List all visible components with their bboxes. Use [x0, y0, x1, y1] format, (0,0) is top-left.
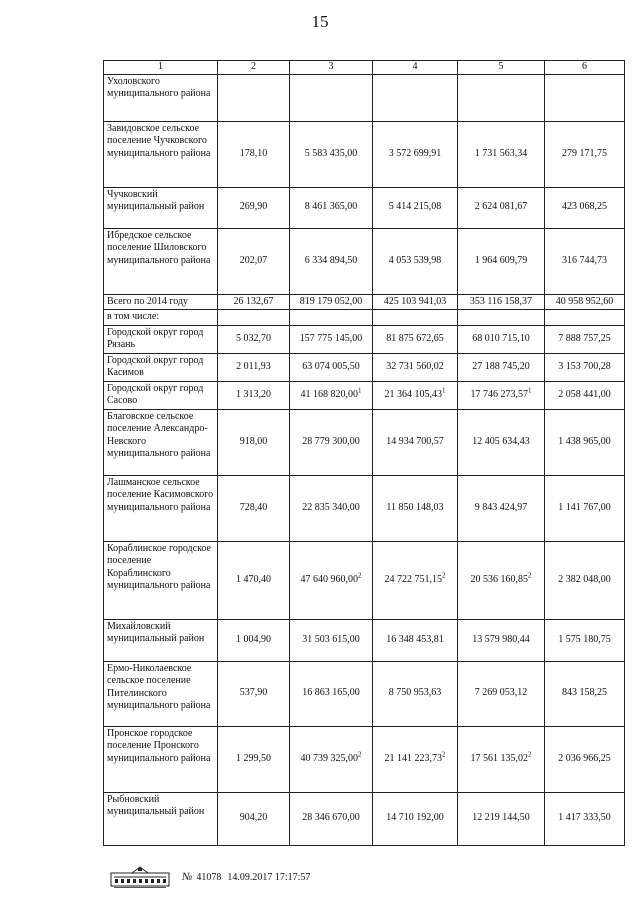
footnote-marker: 2 — [528, 750, 532, 759]
row-name-cell: Городской округ город Рязань — [104, 325, 218, 353]
cell-value: 1 417 333,50 — [558, 812, 611, 824]
header-cell: 2 — [218, 61, 290, 75]
value-cell — [218, 726, 290, 792]
value-cell — [458, 294, 545, 310]
value-cell — [373, 409, 458, 475]
cell-value: 20 536 160,85 — [470, 573, 528, 585]
cell-value: 13 579 980,44 — [472, 633, 530, 645]
cell-value: 1 004,90 — [236, 633, 271, 645]
value-cell — [218, 187, 290, 228]
value-cell — [545, 475, 625, 541]
row-name-cell: Кораблинское городское поселение Кораблинского муниципального района — [104, 541, 218, 619]
value-cell — [458, 228, 545, 294]
cell-value: 178,10 — [239, 147, 268, 159]
cell-value: 63 074 005,50 — [302, 360, 360, 372]
row-name-cell: Лашманское сельское поселение Касимовского муниципального района — [104, 475, 218, 541]
value-cell — [290, 228, 373, 294]
value-cell — [545, 325, 625, 353]
footer — [110, 865, 310, 889]
value-cell — [458, 310, 545, 326]
table-row — [104, 187, 625, 228]
cell-value: 8 750 953,63 — [388, 687, 442, 699]
cell-value: 40 958 952,60 — [555, 295, 614, 307]
table-row — [104, 409, 625, 475]
value-cell — [458, 619, 545, 661]
value-cell — [290, 409, 373, 475]
cell-value: 353 116 158,37 — [469, 295, 533, 307]
table-row — [104, 310, 625, 326]
value-cell — [218, 121, 290, 187]
header-cell: 5 — [458, 61, 545, 75]
value-cell — [290, 325, 373, 353]
value-cell — [290, 619, 373, 661]
cell-value: 7 888 757,25 — [558, 332, 611, 344]
cell-value: 5 032,70 — [236, 332, 271, 344]
table-row — [104, 74, 625, 121]
cell-value: 32 731 560,02 — [386, 360, 444, 372]
value-cell — [290, 74, 373, 121]
value-cell — [458, 792, 545, 845]
building-stamp-icon — [110, 865, 170, 889]
cell-value: 12 405 634,43 — [472, 435, 530, 447]
value-cell — [373, 541, 458, 619]
value-cell — [458, 187, 545, 228]
cell-value: 2 382 048,00 — [558, 573, 611, 585]
value-cell — [373, 228, 458, 294]
value-cell — [373, 726, 458, 792]
value-cell — [218, 325, 290, 353]
value-cell — [545, 541, 625, 619]
value-cell — [545, 661, 625, 726]
document-timestamp: 14.09.2017 17:17:57 — [227, 871, 311, 883]
cell-value: 423 068,25 — [562, 201, 607, 213]
cell-value: 16 863 165,00 — [302, 687, 360, 699]
value-cell — [373, 661, 458, 726]
header-cell: 6 — [545, 61, 625, 75]
row-name-cell: Чучковский муниципальный район — [104, 187, 218, 228]
footnote-marker: 2 — [528, 571, 532, 580]
row-name-cell: Завидовское сельское поселение Чучковского муниципального района — [104, 121, 218, 187]
cell-value: 3 572 699,91 — [388, 147, 442, 159]
row-name-cell: Пронское городское поселение Пронского муниципального района — [104, 726, 218, 792]
value-cell — [290, 541, 373, 619]
cell-value: 316 744,73 — [562, 254, 607, 266]
value-cell — [545, 310, 625, 326]
cell-value: 21 141 223,73 — [384, 752, 442, 764]
value-cell — [373, 381, 458, 409]
cell-value: 269,90 — [239, 201, 268, 213]
value-cell — [218, 792, 290, 845]
value-cell — [545, 121, 625, 187]
value-cell — [545, 619, 625, 661]
cell-value: 81 875 672,65 — [386, 332, 444, 344]
value-cell — [218, 541, 290, 619]
row-name-cell: Городской округ город Сасово — [104, 381, 218, 409]
cell-value: 68 010 715,10 — [472, 332, 530, 344]
value-cell — [545, 294, 625, 310]
value-cell — [373, 310, 458, 326]
cell-value: 3 153 700,28 — [558, 360, 611, 372]
table-row — [104, 121, 625, 187]
cell-value: 4 053 539,98 — [388, 254, 442, 266]
value-cell — [545, 228, 625, 294]
cell-value: 14 934 700,57 — [386, 435, 444, 447]
value-cell — [290, 792, 373, 845]
cell-value: 5 414 215,08 — [388, 201, 442, 213]
value-cell — [218, 294, 290, 310]
cell-value: 279 171,75 — [562, 147, 607, 159]
value-cell — [218, 619, 290, 661]
cell-value: 41 168 820,00 — [300, 388, 358, 400]
value-cell — [458, 121, 545, 187]
cell-value: 2 036 966,25 — [558, 752, 611, 764]
cell-value: 843 158,25 — [562, 687, 607, 699]
value-cell — [290, 726, 373, 792]
value-cell — [373, 74, 458, 121]
number-symbol: № — [182, 871, 193, 883]
page-number: 15 — [311, 12, 329, 31]
cell-value: 728,40 — [239, 501, 268, 513]
cell-value: 24 722 751,15 — [384, 573, 442, 585]
data-table — [103, 60, 625, 846]
value-cell — [218, 310, 290, 326]
value-cell — [218, 228, 290, 294]
value-cell — [373, 792, 458, 845]
value-cell — [458, 726, 545, 792]
value-cell — [373, 187, 458, 228]
cell-value: 5 583 435,00 — [304, 147, 358, 159]
cell-value: 47 640 960,00 — [300, 573, 358, 585]
cell-value: 1 313,20 — [236, 388, 271, 400]
value-cell — [545, 726, 625, 792]
cell-value: 157 775 145,00 — [299, 332, 363, 344]
value-cell — [373, 325, 458, 353]
value-cell — [218, 353, 290, 381]
value-cell — [290, 310, 373, 326]
table-row — [104, 541, 625, 619]
table-row — [104, 381, 625, 409]
cell-value: 2 011,93 — [236, 360, 271, 372]
cell-value: 202,07 — [239, 254, 268, 266]
value-cell — [290, 187, 373, 228]
value-cell — [290, 661, 373, 726]
document-number: 41078 — [196, 871, 222, 883]
value-cell — [290, 121, 373, 187]
cell-value: 2 058 441,00 — [558, 388, 611, 400]
footnote-marker: 1 — [358, 386, 362, 395]
value-cell — [290, 475, 373, 541]
table-row — [104, 294, 625, 310]
table-row — [104, 353, 625, 381]
cell-value: 6 334 894,50 — [304, 254, 358, 266]
value-cell — [545, 74, 625, 121]
cell-value: 1 964 609,79 — [474, 254, 528, 266]
cell-value: 537,90 — [239, 687, 268, 699]
row-name-cell: Михайловский муниципальный район — [104, 619, 218, 661]
cell-value: 9 843 424,97 — [474, 501, 528, 513]
cell-value: 26 132,67 — [233, 295, 274, 307]
table-row — [104, 475, 625, 541]
row-name-cell: Ибредское сельское поселение Шиловского муниципального района — [104, 228, 218, 294]
cell-value: 31 503 615,00 — [302, 633, 360, 645]
cell-value: 17 746 273,57 — [470, 388, 528, 400]
cell-value: 22 835 340,00 — [302, 501, 360, 513]
value-cell — [458, 541, 545, 619]
header-cell: 3 — [290, 61, 373, 75]
footnote-marker: 2 — [442, 750, 446, 759]
cell-value: 16 348 453,81 — [386, 633, 444, 645]
value-cell — [373, 475, 458, 541]
table-row — [104, 619, 625, 661]
value-cell — [545, 381, 625, 409]
cell-value: 27 188 745,20 — [472, 360, 530, 372]
table-row — [104, 228, 625, 294]
row-name-cell: Всего по 2014 году — [104, 294, 218, 310]
cell-value: 425 103 941,03 — [383, 295, 447, 307]
cell-value: 1 470,40 — [236, 573, 271, 585]
value-cell — [218, 661, 290, 726]
footnote-marker: 1 — [442, 386, 446, 395]
value-cell — [373, 619, 458, 661]
value-cell — [458, 475, 545, 541]
value-cell — [290, 381, 373, 409]
cell-value: 1 438 965,00 — [558, 435, 611, 447]
cell-value: 8 461 365,00 — [304, 201, 358, 213]
cell-value: 1 141 767,00 — [558, 501, 611, 513]
cell-value: 1 731 563,34 — [474, 147, 528, 159]
cell-value: 918,00 — [239, 435, 268, 447]
cell-value: 28 346 670,00 — [302, 812, 360, 824]
value-cell — [373, 294, 458, 310]
value-cell — [545, 409, 625, 475]
cell-value: 1 299,50 — [236, 752, 271, 764]
value-cell — [290, 294, 373, 310]
table-header-row — [104, 61, 625, 75]
footnote-marker: 2 — [358, 571, 362, 580]
value-cell — [458, 74, 545, 121]
cell-value: 11 850 148,03 — [386, 501, 444, 513]
cell-value: 904,20 — [239, 812, 268, 824]
value-cell — [458, 409, 545, 475]
value-cell — [545, 792, 625, 845]
cell-value: 12 219 144,50 — [472, 812, 530, 824]
value-cell — [545, 353, 625, 381]
footnote-marker: 2 — [442, 571, 446, 580]
value-cell — [458, 325, 545, 353]
value-cell — [458, 381, 545, 409]
table-row — [104, 726, 625, 792]
value-cell — [218, 475, 290, 541]
value-cell — [218, 381, 290, 409]
row-name-cell: в том числе: — [104, 310, 218, 326]
cell-value: 28 779 300,00 — [302, 435, 360, 447]
table-row — [104, 661, 625, 726]
cell-value: 2 624 081,67 — [474, 201, 528, 213]
value-cell — [458, 353, 545, 381]
table-row — [104, 792, 625, 845]
value-cell — [373, 353, 458, 381]
cell-value: 819 179 052,00 — [299, 295, 363, 307]
row-name-cell: Ухоловского муниципального района — [104, 74, 218, 121]
cell-value: 17 561 135,02 — [470, 752, 528, 764]
table-row — [104, 325, 625, 353]
cell-value: 21 364 105,43 — [384, 388, 442, 400]
row-name-cell: Ермо-Николаевское сельское поселение Пителинского муниципального района — [104, 661, 218, 726]
footnote-marker: 1 — [528, 386, 532, 395]
row-name-cell: Рыбновский муниципальный район — [104, 792, 218, 845]
value-cell — [373, 121, 458, 187]
footnote-marker: 2 — [358, 750, 362, 759]
value-cell — [545, 187, 625, 228]
value-cell — [458, 661, 545, 726]
value-cell — [290, 353, 373, 381]
header-cell: 1 — [104, 61, 218, 75]
header-cell: 4 — [373, 61, 458, 75]
cell-value: 40 739 325,00 — [300, 752, 358, 764]
cell-value: 7 269 053,12 — [474, 687, 528, 699]
row-name-cell: Городской округ город Касимов — [104, 353, 218, 381]
cell-value: 14 710 192,00 — [386, 812, 444, 824]
value-cell — [218, 409, 290, 475]
row-name-cell: Благовское сельское поселение Александро-Невского муниципального района — [104, 409, 218, 475]
value-cell — [218, 74, 290, 121]
cell-value: 1 575 180,75 — [558, 633, 611, 645]
